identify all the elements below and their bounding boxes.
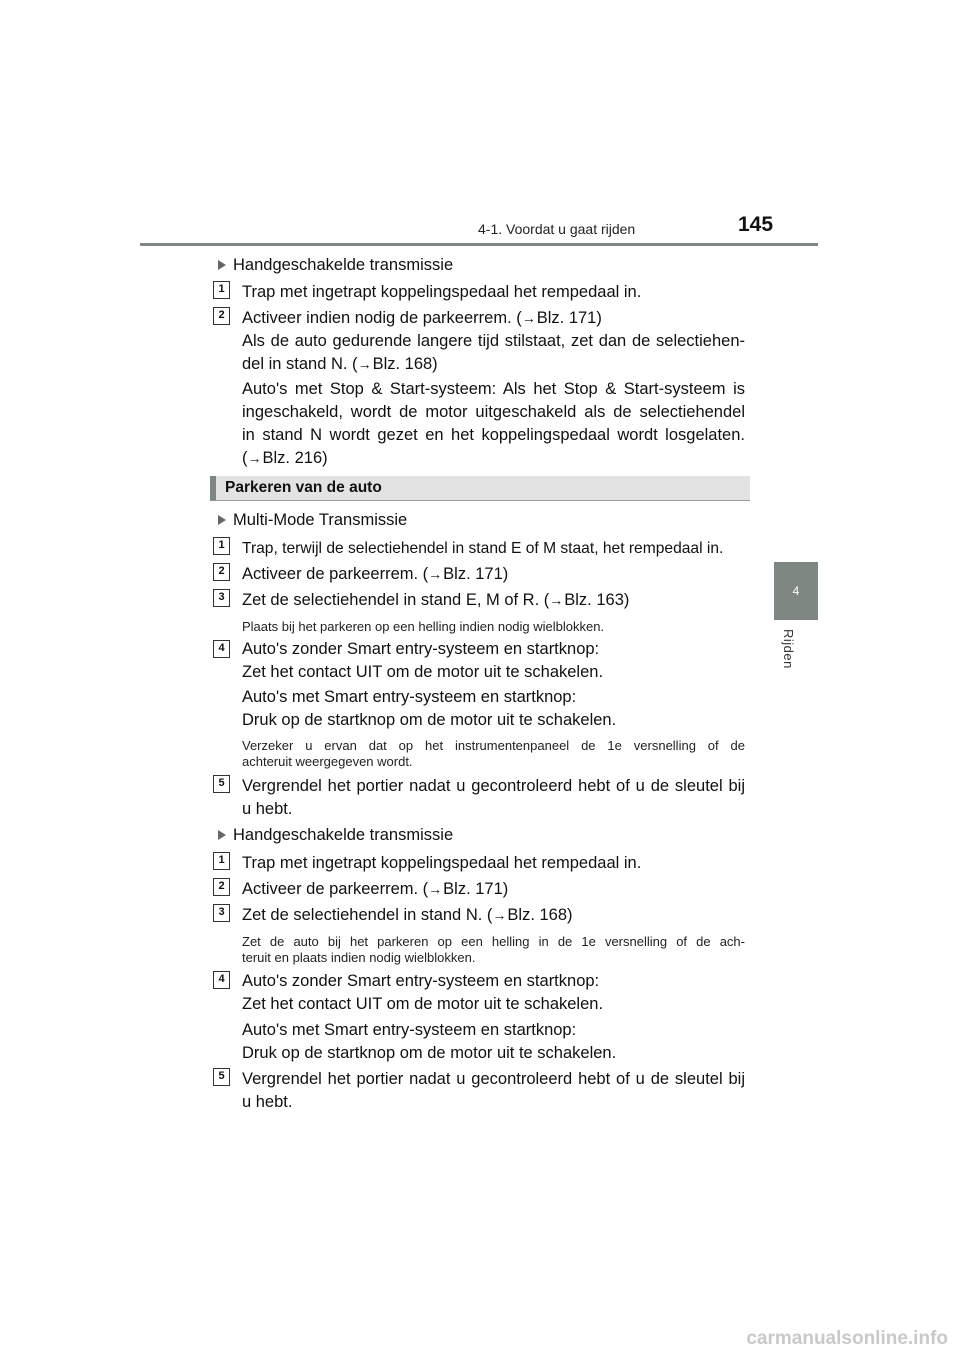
step-text: Trap, terwijl de selectiehendel in stand E of M staat, het rempedaal in. bbox=[242, 540, 724, 557]
step-text: Auto's zonder Smart entry-systeem en startknop: bbox=[242, 640, 600, 658]
step-badge-3: 3 bbox=[213, 589, 230, 607]
triangle-bullet-icon bbox=[218, 830, 226, 840]
note-text: teruit en plaats indien nodig wielblokken. bbox=[242, 950, 476, 965]
step-badge-1: 1 bbox=[213, 537, 230, 555]
step-text: Trap met ingetrapt koppelingspedaal het rempedaal in. bbox=[242, 283, 642, 301]
watermark: carmanualsonline.info bbox=[746, 1328, 948, 1349]
step-text: Als de auto gedurende langere tijd stilstaat, zet dan de selectiehen- bbox=[242, 332, 745, 350]
step-text: Vergrendel het portier nadat u gecontroleerd hebt of u de sleutel bij bbox=[242, 777, 745, 795]
step-badge-5: 5 bbox=[213, 775, 230, 793]
page-number: 145 bbox=[738, 213, 774, 236]
triangle-bullet-icon bbox=[218, 260, 226, 270]
paragraph-text: in stand N wordt gezet en het koppelingspedaal wordt losgelaten. bbox=[242, 426, 745, 444]
step-badge-2: 2 bbox=[213, 878, 230, 896]
paragraph-text: ingeschakeld, wordt de motor uitgeschakeld als de selectiehendel bbox=[242, 403, 745, 421]
step-badge-1: 1 bbox=[213, 852, 230, 870]
step-text: Trap met ingetrapt koppelingspedaal het rempedaal in. bbox=[242, 854, 642, 872]
step-text: Druk op de startknop om de motor uit te schakelen. bbox=[242, 1044, 617, 1062]
arrow-right-icon: → bbox=[428, 566, 443, 582]
note-text: achteruit weergegeven wordt. bbox=[242, 754, 413, 769]
chapter-label: Rijden bbox=[781, 629, 796, 669]
step-text: u hebt. bbox=[242, 1093, 293, 1111]
paragraph-text: Auto's met Stop & Start-systeem: Als het Stop & Start-systeem is bbox=[242, 380, 745, 398]
arrow-right-icon: → bbox=[247, 450, 262, 466]
arrow-right-icon: → bbox=[549, 592, 564, 608]
step-text: Zet het contact UIT om de motor uit te schakelen. bbox=[242, 663, 604, 681]
arrow-right-icon: → bbox=[428, 881, 443, 897]
header-rule bbox=[140, 243, 818, 246]
chapter-number: 4 bbox=[792, 584, 800, 598]
arrow-right-icon: → bbox=[357, 356, 372, 372]
triangle-bullet-icon bbox=[218, 515, 226, 525]
step-text: Zet de selectiehendel in stand E, M of R. (→Blz. 163) bbox=[242, 591, 630, 609]
bullet-manual-transmission-parking: Handgeschakelde transmissie bbox=[218, 824, 453, 847]
step-text: Zet de selectiehendel in stand N. (→Blz. 168) bbox=[242, 906, 573, 924]
step-badge-4: 4 bbox=[213, 971, 230, 989]
arrow-right-icon: → bbox=[521, 310, 536, 326]
step-text: Zet het contact UIT om de motor uit te schakelen. bbox=[242, 995, 604, 1013]
step-text: Auto's zonder Smart entry-systeem en startknop: bbox=[242, 972, 600, 990]
step-badge-2: 2 bbox=[213, 563, 230, 581]
paragraph-text: (→Blz. 216) bbox=[242, 449, 328, 467]
section-heading-bar bbox=[210, 476, 750, 501]
step-badge-2: 2 bbox=[213, 307, 230, 325]
step-text: u hebt. bbox=[242, 800, 293, 818]
step-text: Druk op de startknop om de motor uit te schakelen. bbox=[242, 711, 617, 729]
arrow-right-icon: → bbox=[492, 907, 507, 923]
step-text: Activeer indien nodig de parkeerrem. (→Blz. 171) bbox=[242, 309, 602, 327]
step-text: Auto's met Smart entry-systeem en startknop: bbox=[242, 688, 577, 706]
step-text: Vergrendel het portier nadat u gecontroleerd hebt of u de sleutel bij bbox=[242, 1070, 745, 1088]
step-badge-5: 5 bbox=[213, 1068, 230, 1086]
step-text: Activeer de parkeerrem. (→Blz. 171) bbox=[242, 565, 509, 583]
step-text: Auto's met Smart entry-systeem en startknop: bbox=[242, 1021, 577, 1039]
note-text: Plaats bij het parkeren op een helling indien nodig wielblokken. bbox=[242, 619, 605, 634]
note-text: Zet de auto bij het parkeren op een helling in de 1e versnelling of de ach- bbox=[242, 934, 745, 949]
step-badge-1: 1 bbox=[213, 281, 230, 299]
chapter-tab[interactable] bbox=[774, 562, 818, 620]
note-text: Verzeker u ervan dat op het instrumentenpaneel de 1e versnelling of de bbox=[242, 738, 745, 753]
bullet-manual-transmission: Handgeschakelde transmissie bbox=[218, 254, 453, 277]
section-heading: Parkeren van de auto bbox=[225, 479, 382, 496]
step-badge-4: 4 bbox=[213, 640, 230, 658]
header-section-title: 4-1. Voordat u gaat rijden bbox=[478, 221, 636, 237]
step-text: del in stand N. (→Blz. 168) bbox=[242, 355, 438, 373]
step-text: Activeer de parkeerrem. (→Blz. 171) bbox=[242, 880, 509, 898]
bullet-multi-mode: Multi-Mode Transmissie bbox=[218, 509, 407, 532]
step-badge-3: 3 bbox=[213, 904, 230, 922]
